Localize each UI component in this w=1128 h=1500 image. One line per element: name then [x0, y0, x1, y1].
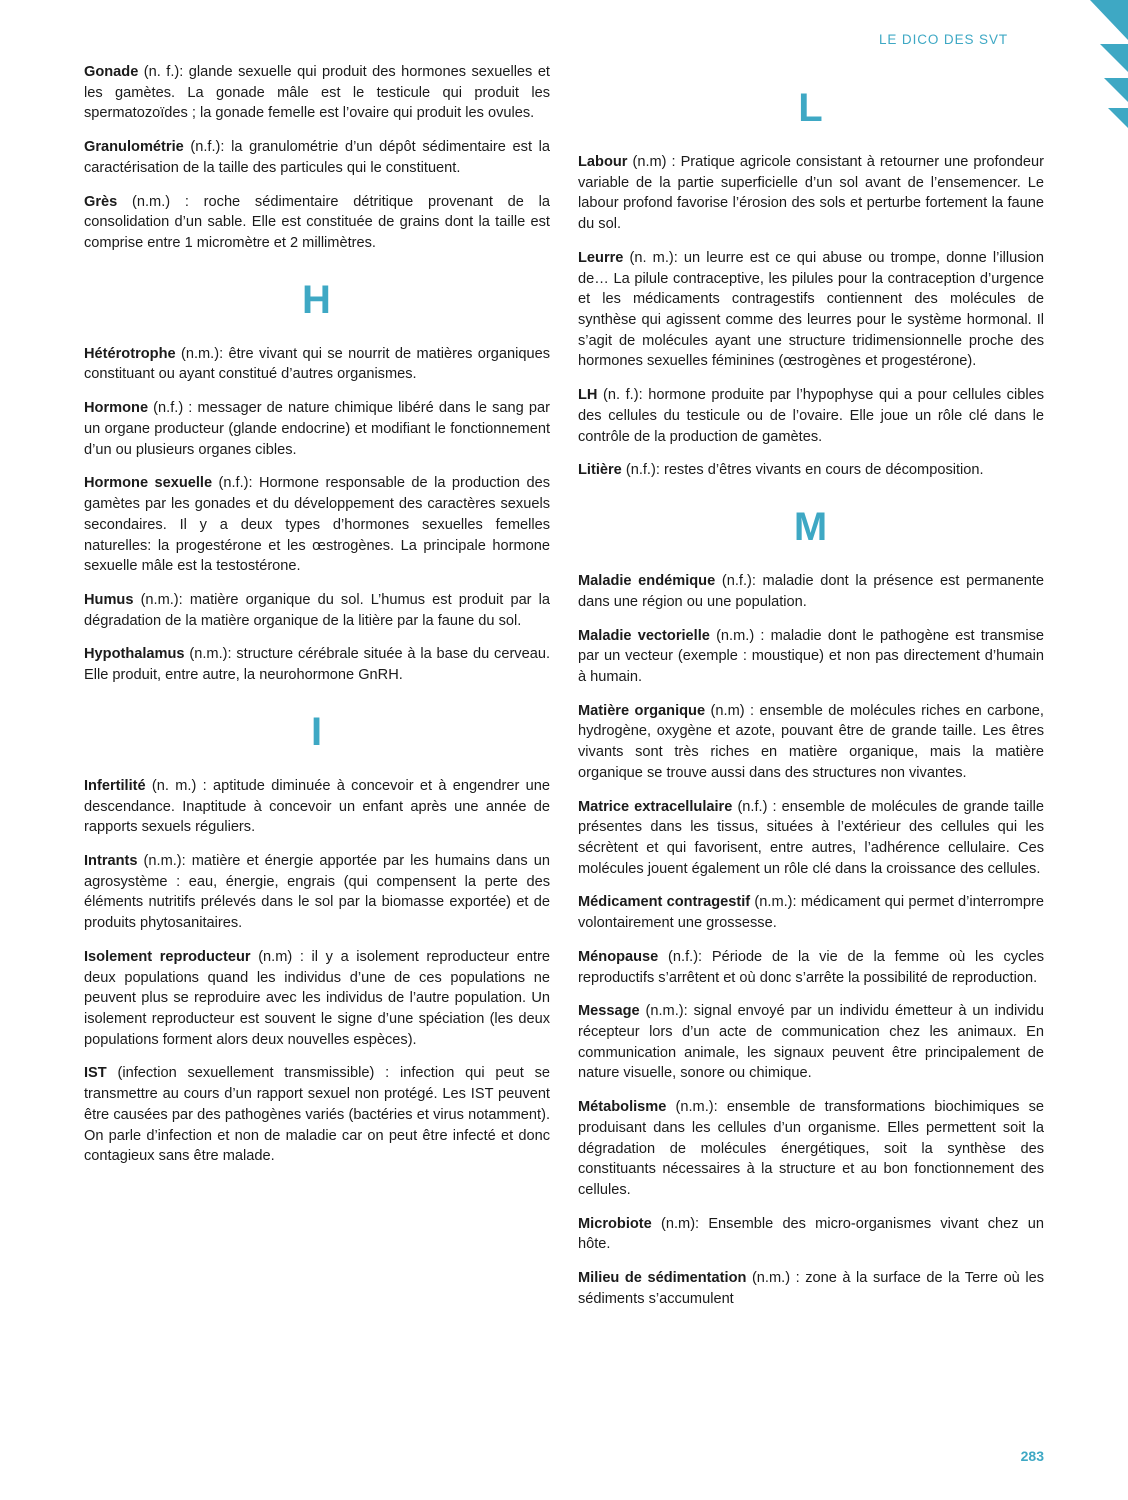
glossary-definition: (n. m.): un leurre est ce qui abuse ou trompe, donne l’illusion de… La pilule contraceptive, les pilules pour la contraception d’urgence et les médicaments contragestifs contiennent des molécules de synthèse qui agissent comme des leurres pour le système hormonal. Il s’agit de molécules ayant une structure tridimensionnelle proche des hormones sexuelles féminines (œstrogènes et progestérone). [578, 249, 1044, 370]
glossary-entry [578, 701, 1044, 784]
glossary-term: Isolement reproducteur [84, 948, 251, 965]
glossary-definition: (n.f.): maladie dont la présence est permanente dans une région ou une population. [578, 573, 1045, 610]
glossary-definition: (n.m): Ensemble des micro-organismes vivant chez un hôte. [578, 1215, 1044, 1253]
glossary-definition: (n.m.): matière et énergie apportée par les humains dans un agrosystème : eau, énergie, engrais (qui compensent la perte des éléments nutritifs prélevés dans le sol par la biomasse exportée) et de produits phytosanitaires. [84, 852, 550, 932]
glossary-term: Ménopause [578, 948, 659, 965]
glossary-term: Microbiote [578, 1215, 652, 1232]
glossary-definition: (n.m.): médicament qui permet d’interrompre volontairement une grossesse. [578, 894, 1044, 932]
glossary-term: Métabolisme [578, 1099, 667, 1116]
glossary-entry [578, 626, 1044, 688]
letter-divider-glyph: I [310, 709, 324, 754]
glossary-definition: (n. f.): hormone produite par l’hypophyse qui a pour cellules cibles des cellules du testicule ou de l’ovaire. Elle joue un rôle clé dans le contrôle de la production de gamètes. [578, 387, 1044, 445]
letter-divider-l [578, 86, 1044, 130]
glossary-entry [578, 1214, 1044, 1255]
glossary-entry [578, 152, 1044, 235]
page-header [0, 0, 1128, 62]
letter-divider-glyph: L [798, 86, 824, 130]
glossary-term: Maladie endémique [578, 573, 716, 590]
glossary-entry [578, 1097, 1044, 1201]
glossary-term: Labour [578, 154, 628, 170]
glossary-term: Gonade [84, 64, 139, 80]
glossary-term: Hormone sexuelle [84, 475, 213, 492]
glossary-entry [84, 192, 550, 254]
glossary-term: Matrice extracellulaire [578, 798, 733, 815]
glossary-definition: (n.m.) : zone à la surface de la Terre où les sédiments s’accumulent [578, 1270, 1045, 1307]
page-body [0, 62, 1128, 1442]
glossary-definition: (n.f.): Hormone responsable de la production des gamètes par les gonades et du développement des caractères sexuels secondaires. Il y a deux types d’hormones sexuelles femelles naturelles: la progestérone et les œstrogènes. La principale hormone sexuelle mâle est la testostérone. [84, 475, 550, 575]
glossary-definition: (n. f.): glande sexuelle qui produit des hormones sexuelles et les gamètes. La gonade mâle est le testicule qui produit les spermatozoïdes ; la gonade femelle est l’ovaire qui produit les ovules. [84, 64, 550, 122]
glossary-entry [84, 344, 550, 385]
glossary-definition: (n.m) : ensemble de molécules riches en carbone, hydrogène, oxygène et azote, pouvant être de grande taille. Les êtres vivants sont très riches en matière organique, mais la matière organique se trouve aussi dans des structures non vivantes. [578, 702, 1044, 781]
glossary-term: Hypothalamus [84, 646, 185, 663]
glossary-definition: (n.m) : il y a isolement reproducteur entre deux populations quand les individus d’une de ces populations ne peuvent plus se reproduire avec les individus de l’autre population. Un isolement reproducteur est souvent le signe d’une spéciation (les deux populations forment alors deux nouvelles espèces). [84, 948, 551, 1048]
glossary-definition: (infection sexuellement transmissible) : infection qui peut se transmettre au cours d’un rapport sexuel non protégé. Les IST peuvent être causées par des pathogènes variés (bactéries et virus notamment). On parle d’infection et non de maladie car on peut être infecté et donc contagieux sans être malade. [84, 1065, 550, 1165]
glossary-entry [84, 644, 550, 685]
letter-divider-m [578, 505, 1044, 549]
glossary-definition: (n.m.): matière organique du sol. L’humus est produit par la dégradation de la matière organique de la litière par la faune du sol. [84, 591, 550, 629]
glossary-entry [578, 460, 1044, 481]
glossary-term: Leurre [578, 249, 624, 266]
glossary-entry [578, 1001, 1044, 1084]
running-head-title: LE DICO DES SVT [878, 32, 1008, 47]
glossary-entry [84, 137, 550, 178]
glossary-entry [578, 947, 1044, 988]
glossary-term: LH [578, 387, 598, 404]
glossary-term: Maladie vectorielle [578, 627, 710, 644]
glossary-definition: (n.f.) : ensemble de molécules de grande taille présentes dans les tissus, situées à l’extérieur des cellules qui les sécrètent et qui favorisent, entre autres, l’adhérence cellulaire. Ces molécules jouent également un rôle clé dans la croissance des cellules. [578, 798, 1044, 877]
column-left [84, 62, 550, 1180]
glossary-definition: (n.m.): structure cérébrale située à la base du cerveau. Elle produit, entre autre, la neurohormone GnRH. [84, 646, 550, 684]
glossary-entry [578, 385, 1044, 447]
glossary-entry [84, 398, 550, 460]
glossary-term: IST [84, 1065, 107, 1082]
glossary-term: Humus [84, 591, 134, 608]
glossary-entry [84, 851, 550, 934]
letter-divider-glyph: M [793, 505, 829, 550]
glossary-definition: (n.m) : Pratique agricole consistant à retourner une profondeur variable de la partie superficielle d’un sol avant de l’ensemencer. Le labour profond favorise l’érosion des sols et perturbe fortement la faune du sol. [578, 154, 1044, 233]
glossary-entry [84, 776, 550, 838]
glossary-entry [578, 248, 1044, 372]
glossary-entry [84, 473, 550, 577]
glossary-entry [84, 947, 550, 1051]
letter-divider-h [84, 278, 550, 322]
column-right [578, 62, 1044, 1323]
glossary-entry [84, 62, 550, 124]
glossary-entry [84, 590, 550, 631]
glossary-term: Grès [84, 193, 118, 210]
glossary-definition: (n.m.): signal envoyé par un individu émetteur à un individu récepteur lors d’un acte de communication chez les animaux. En communication animale, les signaux peuvent être principalement de nature visuelle, sonore ou chimique. [578, 1003, 1044, 1082]
glossary-definition: (n.m.) : maladie dont le pathogène est transmise par un vecteur (exemple : moustique) et non pas directement d’humain à humain. [578, 627, 1044, 685]
glossary-term: Intrants [84, 852, 138, 869]
letter-divider-i [84, 710, 550, 754]
glossary-definition: (n.m.): être vivant qui se nourrit de matières organiques constituant ou ayant constitué d’autres organismes. [84, 345, 550, 383]
glossary-entry [578, 1268, 1044, 1309]
glossary-term: Milieu de sédimentation [578, 1270, 747, 1287]
page-number: 283 [1020, 1448, 1044, 1464]
glossary-definition: (n.m.): ensemble de transformations biochimiques se produisant dans les cellules d’un organisme. Elles permettent soit la dégradation de molécules énergétiques, soit la synthèse des constituants nécessaires à la structure et au bon fonctionnement des cellules. [578, 1099, 1044, 1199]
glossary-term: Infertilité [84, 777, 146, 794]
glossary-definition: (n.m.) : roche sédimentaire détritique provenant de la consolidation d’un sable. Elle est constituée de grains dont la taille est comprise entre 1 micromètre et 2 millimètres. [84, 193, 550, 252]
glossary-term: Litière [578, 462, 622, 479]
glossary-term: Granulométrie [84, 139, 184, 156]
letter-divider-glyph: H [302, 277, 332, 322]
glossary-term: Médicament contragestif [578, 894, 751, 911]
glossary-term: Hormone [84, 400, 149, 417]
glossary-term: Hétérotrophe [84, 345, 176, 362]
glossary-definition: (n.f.) : messager de nature chimique libéré dans le sang par un organe producteur (glande endocrine) et modifiant le fonctionnement d’un ou plusieurs organes cibles. [84, 400, 550, 458]
glossary-entry [578, 571, 1044, 612]
glossary-entry [84, 1063, 550, 1167]
glossary-definition: (n.f.): la granulométrie d’un dépôt sédimentaire est la caractérisation de la taille des particules qui le constituent. [84, 139, 550, 176]
glossary-entry [578, 797, 1044, 880]
glossary-definition: (n.f.): Période de la vie de la femme où les cycles reproductifs s’arrêtent et où donc s’arrête la possibilité de reproduction. [578, 948, 1044, 986]
glossary-definition: (n. m.) : aptitude diminuée à concevoir et à engendrer une descendance. Inaptitude à concevoir un enfant après une année de rapports sexuels réguliers. [84, 777, 550, 836]
glossary-term: Message [578, 1003, 640, 1020]
glossary-definition: (n.f.): restes d’êtres vivants en cours de décomposition. [621, 462, 984, 479]
glossary-term: Matière organique [578, 702, 706, 719]
glossary-entry [578, 892, 1044, 933]
